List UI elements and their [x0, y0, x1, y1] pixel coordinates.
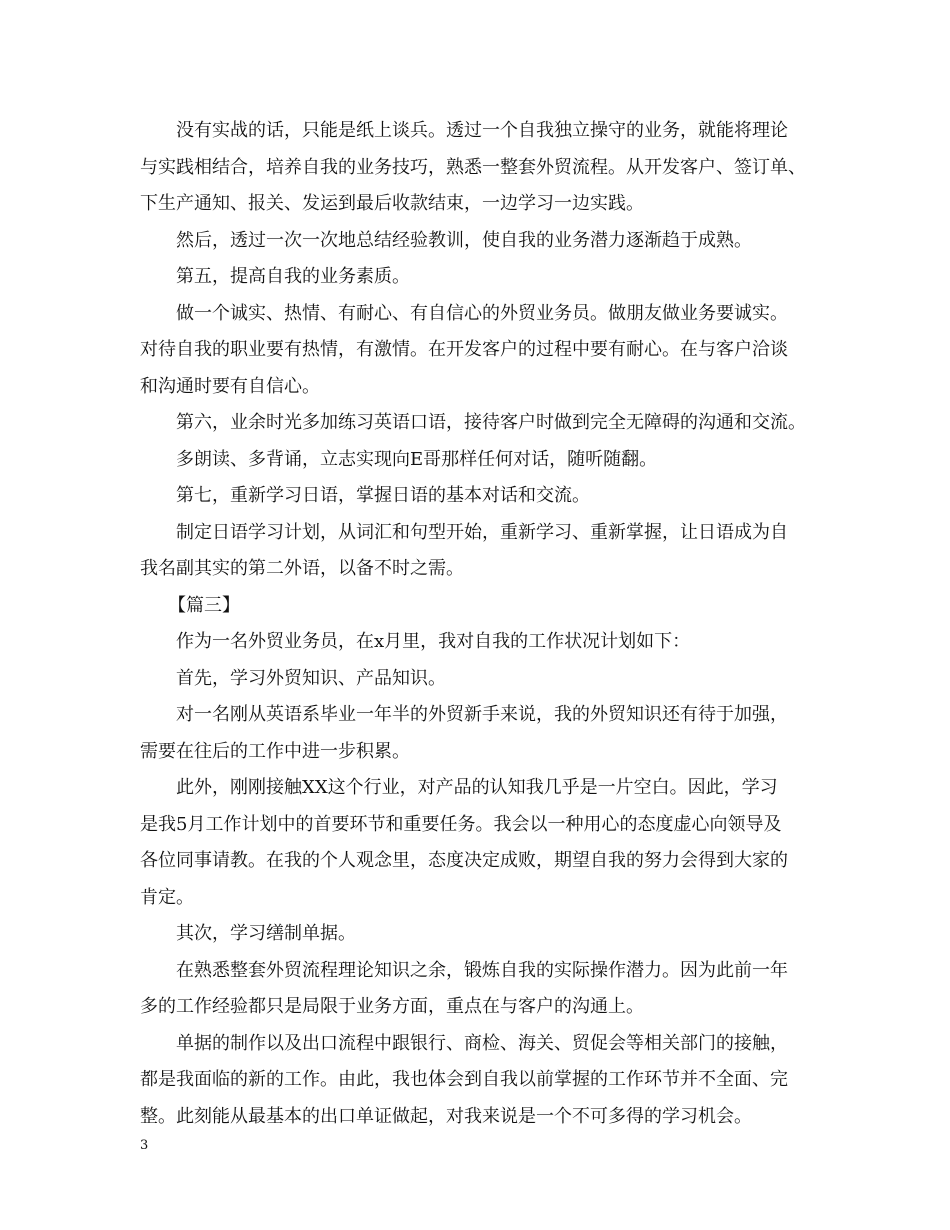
text-line: 整。此刻能从最基本的出口单证做起，对我来说是一个不可多得的学习机会。	[140, 1105, 752, 1127]
text-line: 与实践相结合，培养自我的业务技巧，熟悉一整套外贸流程。从开发客户、签订单、	[140, 156, 806, 178]
text-line: 都是我面临的新的工作。由此，我也体会到自我以前掌握的工作环节并不全面、完	[140, 1069, 788, 1090]
text-line: 没有实战的话，只能是纸上谈兵。透过一个自我独立操守的业务，就能将理论	[176, 120, 788, 141]
text-line: 我名副其实的第二外语，以备不时之需。	[140, 558, 464, 579]
text-line: 多的工作经验都只是局限于业务方面，重点在与客户的沟通上。	[140, 996, 644, 1017]
text-line: 各位同事请教。在我的个人观念里，态度决定成败，期望自我的努力会得到大家的	[140, 850, 788, 871]
chapter-heading: 【篇三】	[168, 594, 240, 616]
text-line: 肯定。	[140, 886, 194, 908]
text-line: 单据的制作以及出口流程中跟银行、商检、海关、贸促会等相关部门的接触，	[176, 1032, 788, 1054]
text-line: 和沟通时要有自信心。	[140, 375, 320, 397]
section-heading-seventh: 第七，重新学习日语，掌握日语的基本对话和交流。	[176, 485, 590, 506]
page-number: 3	[140, 1138, 149, 1153]
text-line: 做一个诚实、热情、有耐心、有自信心的外贸业务员。做朋友做业务要诚实。	[176, 302, 788, 324]
text-line: 需要在往后的工作中进一步积累。	[140, 740, 410, 762]
text-line: 是我5月工作计划中的首要环节和重要任务。我会以一种用心的态度虚心向领导及	[140, 813, 782, 835]
text-line: 下生产通知、报关、发运到最后收款结束，一边学习一边实践。	[140, 193, 644, 214]
section-heading-sixth: 第六，业余时光多加练习英语口语，接待客户时做到完全无障碍的沟通和交流。	[176, 412, 806, 433]
text-line: 此外，刚刚接触XX这个行业，对产品的认知我几乎是一片空白。因此，学习	[176, 777, 778, 798]
text-line: 对一名刚从英语系毕业一年半的外贸新手来说，我的外贸知识还有待于加强，	[176, 704, 788, 725]
document-body	[140, 117, 820, 1139]
text-line: 然后，透过一次一次地总结经验教训，使自我的业务潜力逐渐趋于成熟。	[176, 229, 752, 251]
text-line: 多朗读、多背诵，立志实现向E哥那样任何对话，随听随翻。	[176, 448, 658, 470]
text-line: 对待自我的职业要有热情，有激情。在开发客户的过程中要有耐心。在与客户洽谈	[140, 339, 788, 360]
text-line: 制定日语学习计划，从词汇和句型开始，重新学习、重新掌握，让日语成为自	[176, 521, 788, 543]
text-line: 在熟悉整套外贸流程理论知识之余，锻炼自我的实际操作潜力。因为此前一年	[176, 959, 788, 981]
section-heading-second: 其次，学习缮制单据。	[176, 923, 356, 944]
text-line: 作为一名外贸业务员，在x月里，我对自我的工作状况计划如下：	[176, 631, 691, 652]
section-heading-fifth: 第五，提高自我的业务素质。	[176, 266, 410, 287]
section-heading-first: 首先，学习外贸知识、产品知识。	[176, 667, 446, 689]
